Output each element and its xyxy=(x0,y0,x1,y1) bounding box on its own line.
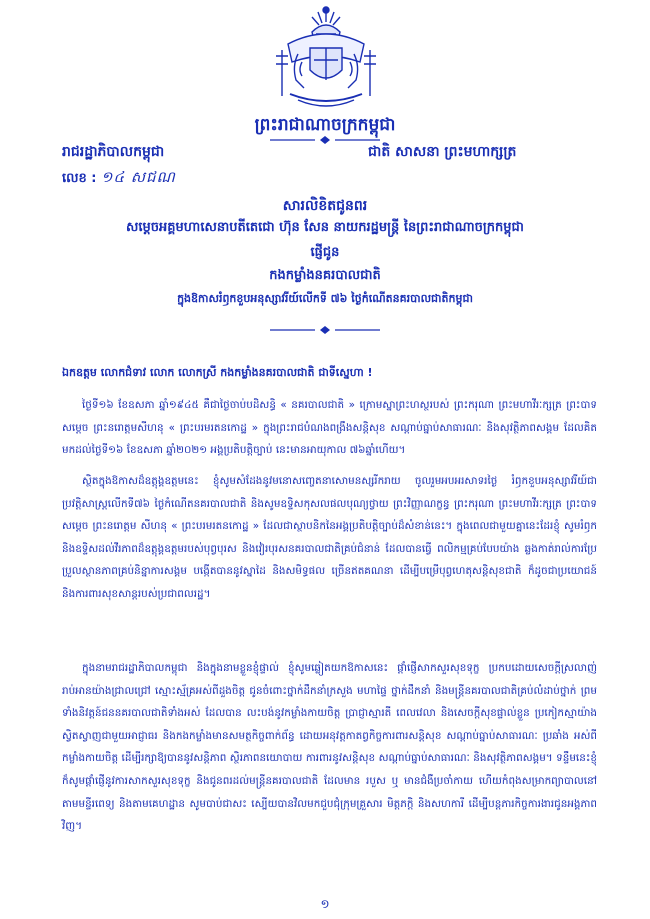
occasion-line: ក្នុងឱកាសរំឭកខួបអនុស្សាវរីយ៍លើកទី ៧៦ ថ្ងៃកំណើតនគរបាលជាតិកម្ពុជា xyxy=(177,292,473,305)
sender-line: សម្ដេចអគ្គមហាសេនាបតីតេជោ ហ៊ុន សែន នាយករដ្ឋមន្ត្រី នៃព្រះរាជាណាចក្រកម្ពុជា xyxy=(126,220,524,235)
kingdom-name: ព្រះរាជាណាចក្រកម្ពុជា xyxy=(254,115,396,135)
salutation: ឯកឧត្តម លោកជំទាវ លោក លោកស្រី កងកម្លាំងនគរបាលជាតិ ជាទីស្នេហា ! xyxy=(62,366,373,379)
recipient-line: កងកម្លាំងនគរបាលជាតិ xyxy=(269,268,381,283)
page-number: ១ xyxy=(320,897,330,911)
reference-value: ១៤ សជណ xyxy=(101,168,176,186)
reference-number xyxy=(62,168,176,190)
paragraph-3: ក្នុងនាមរាជរដ្ឋាភិបាលកម្ពុជា និងក្នុងនាមខ្លួនខ្ញុំផ្ទាល់ ខ្ញុំសូមឆ្លៀតយកឱកាសនេះ ផ្ដាំផ្ញើសាកសួរសុខទុក្ខ ប្រកបដោយសេចក្ដីស្រលាញ់រាប់អានយ៉ាងជ្រាលជ្រៅ ស្មោះស្ម័គ្រអស់ពីដួងចិត្ត ជូនចំពោះថ្នាក់ដឹកនាំក្រសួង មហាផ្ទៃ ថ្នាក់ដឹកនាំ និងមន្ត្រីនគរបាលជាតិគ្រប់លំដាប់ថ្នាក់ ព្រមទាំងនិវត្តន៍ជននគរបាលជាតិទាំងអស់ ដែលបាន លះបង់នូវកម្លាំងកាយចិត្ត ប្រាជ្ញាស្មារតី ពេលវេលា និងសេចក្ដីសុខផ្ទាល់ខ្លួន ប្រកៀកស្មាយ៉ាងស្វិតស្វាញជាមួយអាជ្ញាធរ និងកងកម្លាំងមានសមត្ថកិច្ចពាក់ព័ន្ធ ដោយអនុវត្តកាតព្វកិច្ចការពារសន្តិសុខ សណ្ដាប់ធ្នាប់សាធារណៈ ប្រឆាំង អស់ពីកម្លាំងកាយចិត្ត ដើម្បីរក្សាឱ្យបាននូវសន្តិភាព ស្ថិរភាពនយោបាយ ការពារនូវសន្តិសុខ សណ្ដាប់ធ្នាប់សាធារណៈ និងសុវត្ថិភាពសង្គម។ ទន្ទឹមនេះខ្ញុំក៏សូមផ្ដាំផ្ញើនូវការសាកសួរសុខទុក្ខ និងជូនពរដល់មន្ត្រីនគរបាលជាតិ ដែលមាន របួស ឬ មានជំងឺប្រចាំកាយ ហើយកំពុងសម្រាកព្យាបាលនៅតាមមន្ទីរពេទ្យ និងតាមគេហដ្ឋាន សូមបាប់ជាសះ ស្បើយបានវិលមកជួបជុំក្រុមគ្រួសារ មិត្តភក្តិ និងសហការី ដើម្បីបន្តភារកិច្ចការងារជូនអង្គភាពវិញ។ xyxy=(62,662,597,833)
ornament-divider xyxy=(270,136,380,144)
national-motto: ជាតិ សាសនា ព្រះមហាក្សត្រ xyxy=(368,144,517,160)
reference-label: លេខ : xyxy=(62,171,97,186)
send-to-line: ផ្ញើជូន xyxy=(310,245,340,260)
paragraph-1: ថ្ងៃទី១៦ ខែឧសភា ឆ្នាំ១៩៤៥ គឺជាថ្ងៃចាប់បដិសន្ធិ « នគរបាលជាតិ » ក្រោមស្នាព្រះហស្ថរបស់ ព្រះករុណា ព្រះមហាវីរៈក្សត្រ ព្រះបាទសម្ដេច ព្រះនរោត្តមសីហនុ « ព្រះបរមរតនកោដ្ឋ » ក្នុងព្រះរាជបំណងពង្រឹងសន្តិសុខ សណ្ដាប់ធ្នាប់សាធារណៈ និងសុវត្ថិភាពសង្គម ដែលគិតមកដល់ថ្ងៃទី១៦ ខែឧសភា ឆ្នាំ២០២១ អង្គប្រតិបត្តិច្បាប់ នេះមានអាយុកាល ៧៦ឆ្នាំហើយ។ xyxy=(62,399,597,457)
ornament-divider-lower xyxy=(270,326,380,334)
document-title: សារលិខិតជូនពរ xyxy=(282,198,368,214)
royal-coat-of-arms-emblem xyxy=(268,4,384,112)
government-name: រាជរដ្ឋាភិបាលកម្ពុជា xyxy=(62,144,165,160)
paragraph-2: ស្ថិតក្នុងឱកាសដ៏ឧត្ដុង្គឧត្តមនេះ ខ្ញុំសូមសំដែងនូវមនោសញ្ចេតនាសោមនស្សរីករាយ ចូលរួមអបអរសាទរថ្ងៃ រំឭកខួបអនុស្សាវរីយ៍ជាប្រវត្តិសាស្ត្រលើកទី៧៦ ថ្ងៃកំណើតនគរបាលជាតិ និងសូមឧទ្ទិសកុសលផលបុណ្យថ្វាយ ព្រះវិញ្ញាណក្ខន្ធ ព្រះករុណា ព្រះមហាវីរៈក្សត្រ ព្រះបាទសម្ដេច ព្រះនរោត្តម សីហនុ « ព្រះបរមរតនកោដ្ឋ » ដែលជាស្ថាបនិកនៃអង្គប្រតិបត្តិច្បាប់ដ៏សំខាន់នេះ។ ក្នុងពេលជាមួយគ្នានេះដែរខ្ញុំ សូមរំឭក និងឧទ្ទិសដល់វីរភាពដ៏ឧត្ដុង្គឧត្តមរបស់បុព្វបុរស និងវៀរបុរសនគរបាលជាតិគ្រប់ជំនាន់ ដែលបានធ្វើ ពលិកម្មគ្រប់បែបយ៉ាង ឆ្លងកាត់រាល់ការប្រែប្រួលស្ថានភាពគ្រប់និន្នាការសង្គម បង្កើតបាននូវស្នាដៃ និងសមិទ្ធផល ច្រើនឥតគណនា ដើម្បីបម្រើបុព្វហេតុសន្តិសុខជាតិ ក៏ដូចជាប្រយោជន៍ និងការពារសុខសាន្តរបស់ប្រជាពលរដ្ឋ។ xyxy=(62,475,597,600)
